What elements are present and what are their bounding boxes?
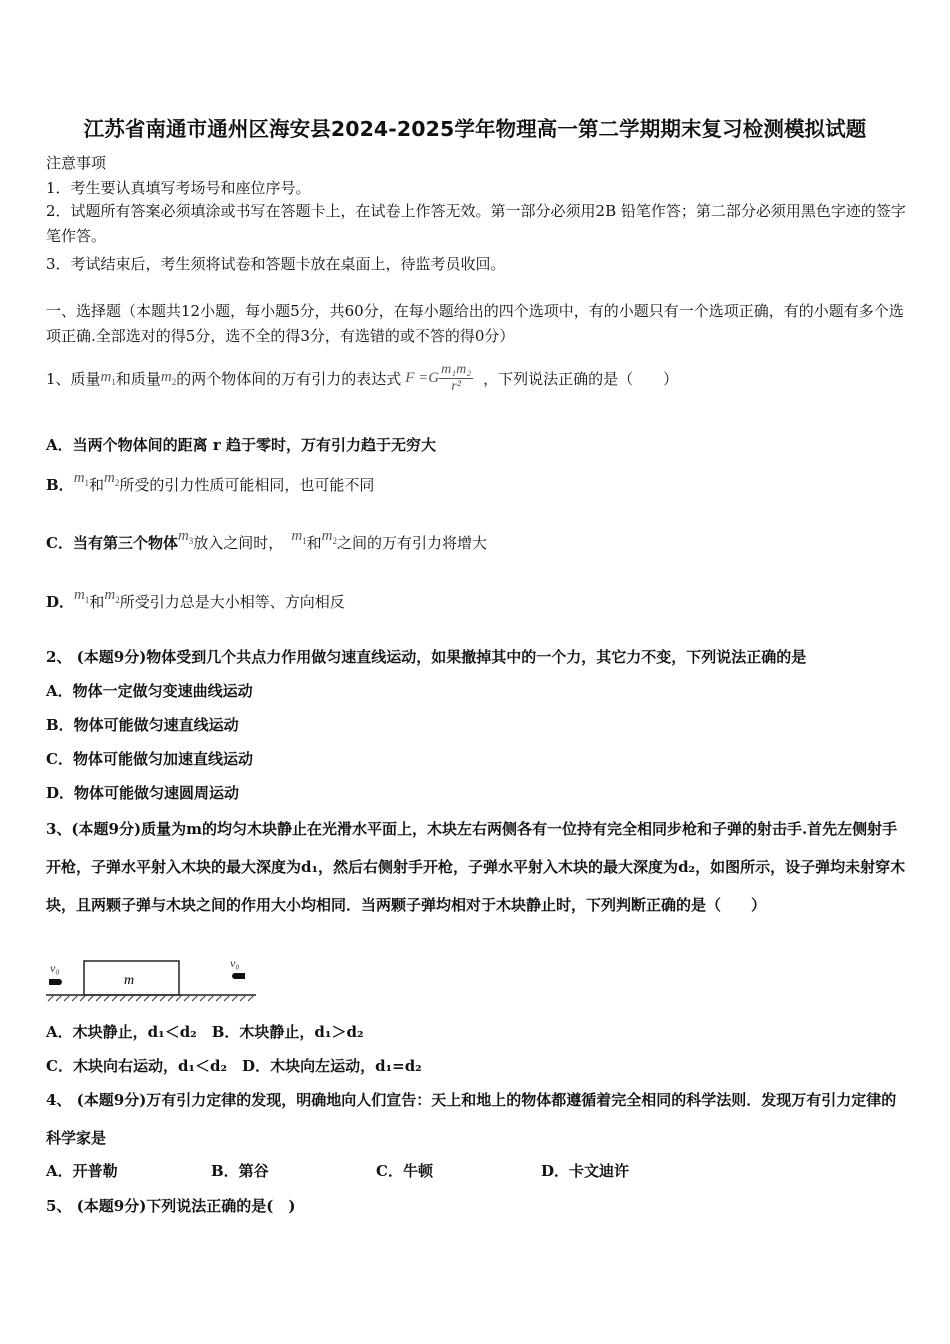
right-bullet xyxy=(232,973,245,979)
block-mass-label: m xyxy=(124,973,135,988)
q1-option-b: B． $m_1$ 和 $m_2$ 所受的引力性质可能相同，也可能不同 xyxy=(46,469,375,494)
question-1-stem xyxy=(46,356,678,400)
m1-symbol: $m_1$ xyxy=(74,586,90,605)
m2-symbol: $m_2$ xyxy=(104,586,120,605)
formula-numerator: m₁m₂ xyxy=(441,361,472,377)
question-2-stem: 2、 (本题9分)物体受到几个共点力作用做匀速直线运动，如果撤掉其中的一个力，其它力不变，下列说法正确的是 xyxy=(46,648,807,666)
q1-mid2: 的两个物体间的万有引力的表达式 xyxy=(176,369,402,388)
notice-item-1: 1．考生要认真填写考场号和座位序号。 xyxy=(46,179,311,197)
notice-item-3: 3．考试结束后，考生须将试卷和答题卡放在桌面上，待监考员收回。 xyxy=(46,255,506,273)
formula-denominator: r² xyxy=(451,378,461,394)
m2-symbol: $m_2$ xyxy=(104,469,120,488)
notice-heading: 注意事项 xyxy=(46,154,107,172)
q1-option-d: D． $m_1$ 和 $m_2$ 所受引力总是大小相等、方向相反 xyxy=(46,586,345,611)
m2-symbol: $m_2$ xyxy=(160,369,177,387)
q2-option-c: C．物体可能做匀加速直线运动 xyxy=(46,750,253,768)
q2-option-a: A．物体一定做匀变速曲线运动 xyxy=(46,682,253,700)
left-bullet xyxy=(49,979,62,985)
q4-option-a: A．开普勒 xyxy=(46,1162,118,1180)
notice-item-2: 2．试题所有答案必须填涂或书写在答题卡上，在试卷上作答无效。第一部分必须用2B 铅笔作答；第二部分必须用黑色字迹的签字笔作答。 xyxy=(46,202,906,245)
q1-mid1: 和质量 xyxy=(115,369,161,388)
m1-symbol: $m_1$ xyxy=(73,469,90,488)
q1-option-c: C．当有第三个物体 $m_3$ 放入之间时， $m_1$ 和 $m_2$ 之间的万有引力将增大 xyxy=(46,527,488,552)
right-velocity-label: v₀ xyxy=(230,956,240,970)
q3-options-row-1: A．木块静止，d₁＜d₂ B．木块静止，d₁＞d₂ xyxy=(46,1023,364,1041)
q1-prefix: 1、质量 xyxy=(46,369,101,388)
q1-suffix: ，下列说法正确的是（ ） xyxy=(483,369,679,388)
formula-fraction xyxy=(439,362,473,395)
q2-option-d: D．物体可能做匀速圆周运动 xyxy=(46,784,240,802)
formula-lhs: F =G xyxy=(405,369,440,386)
m1-symbol: $m_1$ xyxy=(291,527,307,546)
block-bullet-figure xyxy=(46,956,258,1002)
question-3-stem: 3、(本题9分)质量为m的均匀木块静止在光滑水平面上，木块左右两侧各有一位持有完全相同步枪和子弹的射击手.首先左侧射手开枪，子弹水平射入木块的最大深度为d₁，然后右侧射手开枪，子弹水平射入木块的最大深度为d₂，如图所示，设子弹均未射穿木块，且两颗子弹与木块之间的作用大小均相同．当两颗子弹均相对于木块静止时，下列判断正确的是（ ） xyxy=(46,820,906,914)
q2-option-b: B．物体可能做匀速直线运动 xyxy=(46,716,239,734)
page-title: 江苏省南通市通州区海安县2024-2025学年物理高一第二学期期末复习检测模拟试题 xyxy=(83,117,867,141)
q4-option-d: D．卡文迪许 xyxy=(541,1162,630,1180)
ground-hatching xyxy=(48,995,254,1001)
question-5-stem: 5、 (本题9分)下列说法正确的是( ) xyxy=(46,1197,296,1215)
question-4-stem: 4、 (本题9分)万有引力定律的发现，明确地向人们宣告：天上和地上的物体都遵循着完全相同的科学法则．发现万有引力定律的科学家是 xyxy=(46,1091,897,1147)
m1-symbol: $m_1$ xyxy=(100,369,116,387)
m3-symbol: $m_3$ xyxy=(177,527,194,546)
m2-symbol: $m_2$ xyxy=(321,527,338,546)
q3-options-row-2: C．木块向右运动，d₁＜d₂ D．木块向左运动，d₁=d₂ xyxy=(46,1057,422,1075)
q4-option-b: B．第谷 xyxy=(211,1162,269,1180)
q4-option-c: C．牛顿 xyxy=(376,1162,433,1180)
section-heading: 一、选择题（本题共12小题，每小题5分，共60分，在每小题给出的四个选项中，有的小题只有一个选项正确，有的小题有多个选项正确.全部选对的得5分，选不全的得3分，有选错的或不答的得0分） xyxy=(46,302,904,345)
q1-option-a: A．当两个物体间的距离 r 趋于零时，万有引力趋于无穷大 xyxy=(46,436,436,454)
left-velocity-label: v₀ xyxy=(50,961,60,975)
